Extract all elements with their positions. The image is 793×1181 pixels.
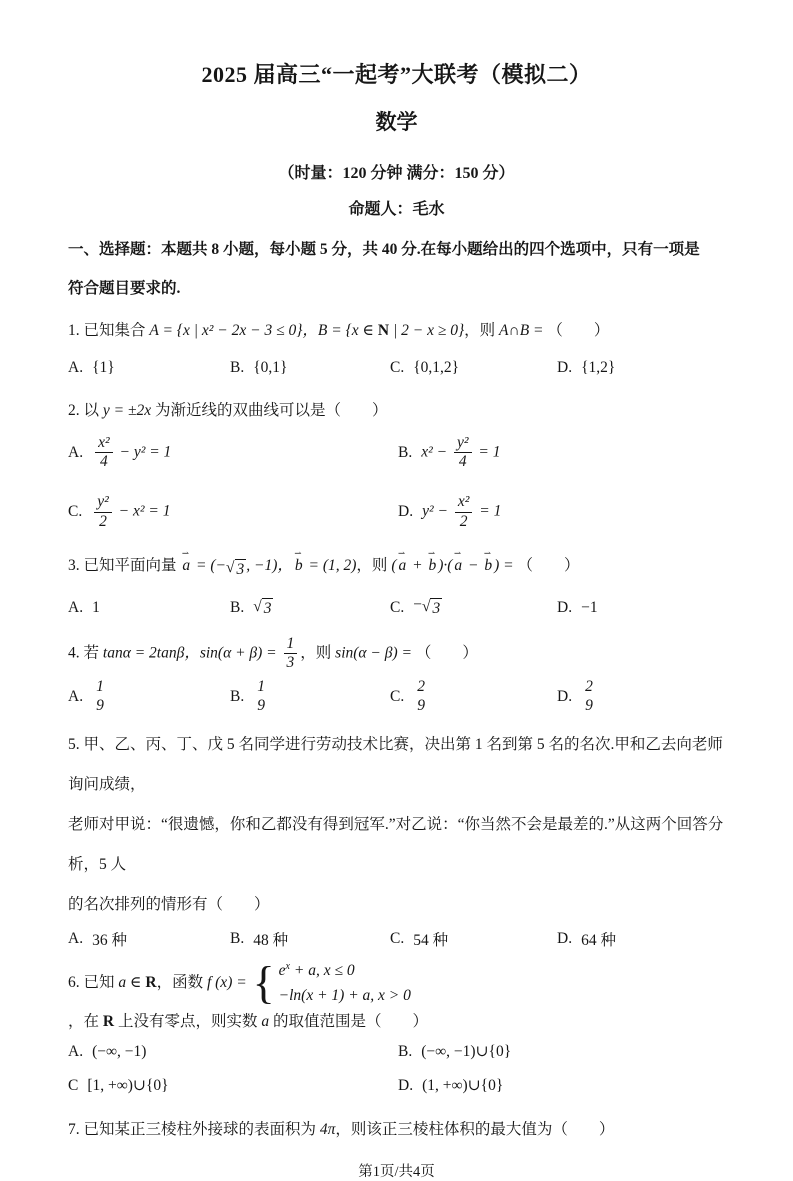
option-a bbox=[68, 434, 398, 472]
question-5-stem-line1: 5. 甲、乙、丙、丁、戊 5 名同学进行劳动技术比赛，决出第 1 名到第 5 名的名次.甲和乙去向老师询问成绩， bbox=[68, 735, 723, 793]
option-label: A. bbox=[68, 359, 84, 377]
option-b bbox=[398, 1042, 725, 1061]
option-c bbox=[390, 359, 557, 377]
question-7-stem: 7. 已知某正三棱柱外接球的表面积为 4π，则该正三棱柱体积的最大值为（ ） bbox=[68, 1121, 615, 1139]
option-label: B. bbox=[230, 359, 245, 377]
question-1-stem: 1. 已知集合 A = {x | x² − 2x − 3 ≤ 0}，B = {x ∈ N | 2 − x ≥ 0}，则 A∩B = （ ） bbox=[68, 322, 610, 340]
question-4-options bbox=[68, 678, 725, 715]
exam-title: 2025 届高三“一起考”大联考（模拟二） bbox=[201, 62, 592, 87]
question-4-stem: 4. 若 tanα = 2tanβ，sin(α + β) = $\frac{1}{3}$ ，则 sin(α − β) = （ ） bbox=[68, 634, 478, 672]
option-label: C. bbox=[390, 687, 405, 705]
option-label: C. bbox=[390, 598, 405, 616]
question-3-options bbox=[68, 596, 725, 618]
question-3-stem: 3. 已知平面向量 ⇀ a = (− √ 3 , −1)， ⇀ b = (1, 2)，则 ( ⇀ a + ⇀ b )·( ⇀ a − ⇀ b ) = （ ） bbox=[68, 551, 725, 580]
option-label: A. bbox=[68, 929, 84, 947]
option-label: C. bbox=[68, 503, 83, 521]
option-body: √ 3 bbox=[253, 596, 273, 618]
option-body: 1 bbox=[92, 598, 100, 616]
option-label: A. bbox=[68, 687, 84, 705]
option-c bbox=[390, 596, 557, 618]
option-label: B. bbox=[398, 1042, 413, 1060]
option-body: 36 种 bbox=[92, 931, 127, 949]
option-body: 1 9 bbox=[96, 678, 104, 714]
option-d bbox=[398, 493, 725, 531]
option-body: {0,1} bbox=[253, 359, 288, 377]
option-d bbox=[557, 928, 725, 950]
section-instructions-line2: 符合题目要求的. bbox=[68, 280, 181, 298]
option-b bbox=[230, 596, 390, 618]
option-body: − √ 3 bbox=[413, 596, 442, 618]
option-a bbox=[68, 596, 230, 618]
option-label: D. bbox=[557, 359, 573, 377]
question-5-stem-line2: 老师对甲说：“很遗憾，你和乙都没有得到冠军.”对乙说：“你当然不会是最差的.”从这两个回答分析，5 人 bbox=[68, 815, 724, 873]
option-body: {1} bbox=[92, 359, 115, 377]
question-3 bbox=[68, 551, 725, 619]
option-b bbox=[230, 678, 390, 715]
option-a bbox=[68, 1042, 398, 1061]
option-c bbox=[68, 493, 398, 531]
option-d bbox=[557, 596, 725, 618]
option-body: (−∞, −1)∪{0} bbox=[421, 1043, 512, 1061]
section-instructions-line1: 一、选择题：本题共 8 小题，每小题 5 分，共 40 分.在每小题给出的四个选项中，只有一项是 bbox=[68, 241, 700, 258]
option-label: D. bbox=[557, 929, 573, 947]
option-label: C. bbox=[390, 359, 405, 377]
option-body: y² − $\frac{\text{x²}}{2}$ = 1 bbox=[422, 493, 502, 530]
option-b bbox=[230, 928, 390, 950]
option-body: {1,2} bbox=[581, 359, 616, 377]
option-body: 2 9 bbox=[585, 678, 593, 714]
option-label: A. bbox=[68, 598, 84, 616]
option-body: (−∞, −1) bbox=[92, 1042, 147, 1060]
option-label: B. bbox=[230, 929, 245, 947]
question-5 bbox=[68, 725, 725, 950]
option-label: D. bbox=[398, 1076, 414, 1094]
question-2 bbox=[68, 396, 725, 531]
option-body: 54 种 bbox=[413, 931, 449, 949]
option-label: B. bbox=[230, 598, 245, 616]
option-body: $\frac{\text{y²}}{2}$ − x² = 1 bbox=[91, 493, 170, 531]
option-d bbox=[557, 678, 725, 715]
option-b bbox=[398, 434, 725, 472]
question-4 bbox=[68, 635, 725, 715]
option-c bbox=[390, 928, 557, 950]
question-1 bbox=[68, 316, 725, 377]
option-body: −1 bbox=[581, 598, 598, 616]
question-2-options bbox=[68, 434, 725, 531]
option-body: 48 种 bbox=[253, 931, 289, 949]
question-1-options bbox=[68, 359, 725, 377]
option-body: $\frac{\text{x²}}{4}$ − y² = 1 bbox=[92, 434, 171, 472]
option-label: C. bbox=[390, 929, 405, 947]
page-footer: 第1页/共4页 bbox=[358, 1163, 435, 1180]
option-body: (1, +∞)∪{0} bbox=[422, 1077, 504, 1095]
option-body: [1, +∞)∪{0} bbox=[87, 1077, 169, 1095]
option-a bbox=[68, 928, 230, 950]
question-5-options bbox=[68, 928, 725, 950]
question-6-options bbox=[68, 1042, 725, 1095]
question-7 bbox=[68, 1115, 725, 1144]
option-a bbox=[68, 678, 230, 715]
option-label: A. bbox=[68, 1042, 84, 1060]
option-body: 64 种 bbox=[581, 931, 616, 949]
option-c bbox=[68, 1076, 398, 1095]
option-body: 1 9 bbox=[257, 678, 265, 714]
question-5-stem-line3: 的名次排列的情形有（ ） bbox=[68, 895, 270, 913]
question-2-stem: 2. 以 y = ±2x 为渐近线的双曲线可以是（ ） bbox=[68, 402, 388, 420]
option-body: 2 9 bbox=[417, 678, 425, 714]
question-6 bbox=[68, 960, 725, 1095]
option-label: D. bbox=[557, 598, 573, 616]
exam-meta: （时量：120 分钟 满分：150 分） bbox=[278, 165, 515, 182]
exam-author: 命题人：毛水 bbox=[348, 201, 445, 218]
option-d bbox=[398, 1076, 725, 1095]
option-label: B. bbox=[230, 687, 245, 705]
option-c bbox=[390, 678, 557, 715]
option-label: D. bbox=[398, 503, 414, 521]
option-label: A. bbox=[68, 443, 84, 461]
option-label: C bbox=[68, 1076, 79, 1094]
subject-title: 数学 bbox=[375, 110, 418, 134]
question-6-stem: 6. 已知 a ∈ R，函数 f (x) = { $e^x + a$, x ≤ 0 −ln(x + 1) + a, x > 0 ，在 R 上没有零点，则实数 a 的取值范围是（ ） bbox=[68, 960, 725, 1036]
option-body: x² − $\frac{\text{y²}}{4}$ = 1 bbox=[421, 433, 501, 471]
option-label: B. bbox=[398, 443, 413, 461]
option-label: D. bbox=[557, 687, 573, 705]
option-body: {0,1,2} bbox=[413, 359, 460, 377]
option-a bbox=[68, 359, 230, 377]
option-d bbox=[557, 359, 725, 377]
option-b bbox=[230, 359, 390, 377]
